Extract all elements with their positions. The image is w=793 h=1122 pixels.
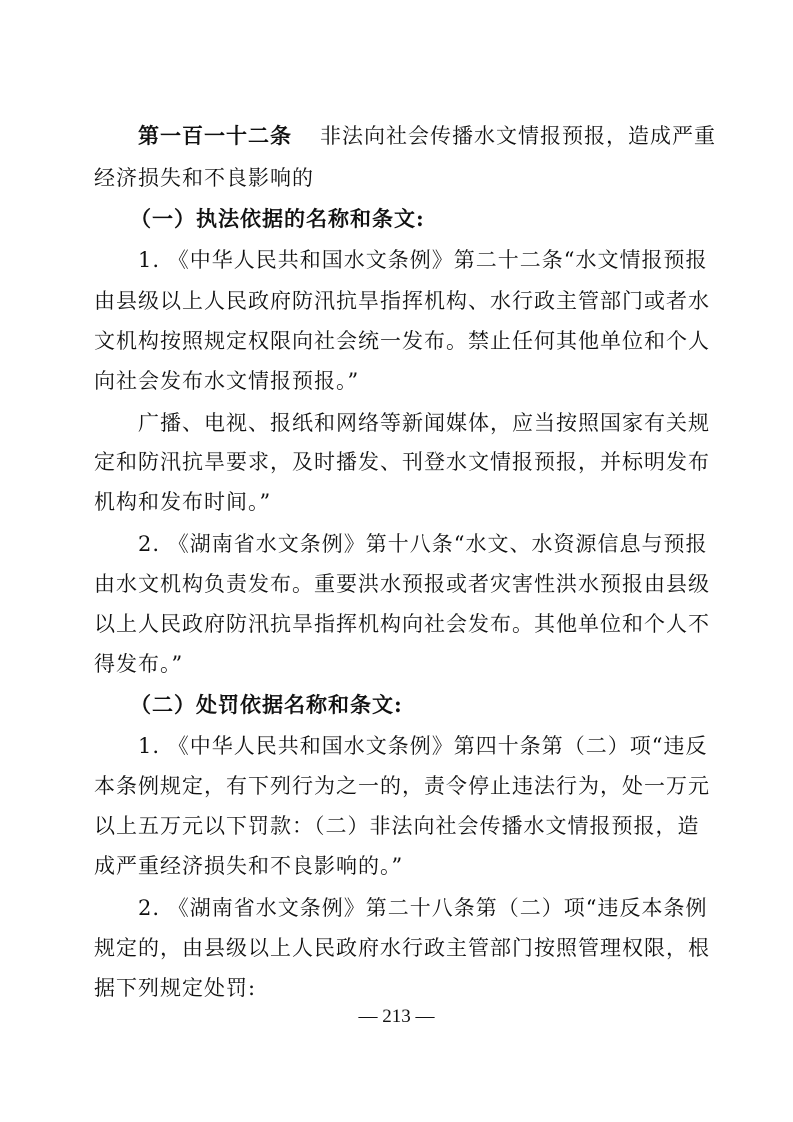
paragraph-line: 文机构按照规定权限向社会统一发布。禁止任何其他单位和个人 bbox=[94, 329, 710, 353]
page-number: — 213 — bbox=[358, 1006, 435, 1027]
paragraph-line: 由县级以上人民政府防汛抗旱指挥机构、水行政主管部门或者水 bbox=[94, 289, 710, 313]
section-heading-legal-basis: （一）执法依据的名称和条文: bbox=[130, 206, 425, 231]
paragraph-line: 机构和发布时间。” bbox=[94, 490, 272, 514]
paragraph-line: 1. 《中华人民共和国水文条例》第二十二条“水文情报预报 bbox=[138, 248, 708, 272]
paragraph-line: 以上人民政府防汛抗旱指挥机构向社会发布。其他单位和个人不 bbox=[94, 612, 710, 636]
paragraph-line: 得发布。” bbox=[94, 652, 184, 676]
paragraph-line: 向社会发布水文情报预报。” bbox=[94, 369, 360, 393]
paragraph-line: 成严重经济损失和不良影响的。” bbox=[94, 854, 404, 878]
section-heading-penalty-basis: （二）处罚依据名称和条文: bbox=[130, 692, 403, 717]
paragraph-line: 据下列规定处罚: bbox=[94, 976, 257, 1000]
paragraph-line: 1. 《中华人民共和国水文条例》第四十条第（二）项“违反 bbox=[138, 734, 708, 758]
article-number: 第一百一十二条 bbox=[138, 123, 292, 148]
paragraph-line: 定和防汛抗旱要求，及时播发、刊登水文情报预报，并标明发布 bbox=[94, 450, 710, 474]
article-title-continued: 经济损失和不良影响的 bbox=[94, 166, 314, 190]
paragraph-line: 由水文机构负责发布。重要洪水预报或者灾害性洪水预报由县级 bbox=[94, 572, 710, 596]
paragraph-line: 以上五万元以下罚款：（二）非法向社会传播水文情报预报，造 bbox=[94, 814, 700, 838]
article-title-line bbox=[138, 122, 716, 150]
paragraph-line: 2. 《湖南省水文条例》第二十八条第（二）项“违反本条例 bbox=[138, 896, 708, 920]
paragraph-line: 规定的，由县级以上人民政府水行政主管部门按照管理权限，根 bbox=[94, 936, 710, 960]
paragraph-line: 本条例规定，有下列行为之一的，责令停止违法行为，处一万元 bbox=[94, 774, 710, 798]
paragraph-line: 广播、电视、报纸和网络等新闻媒体，应当按照国家有关规 bbox=[138, 411, 710, 435]
article-title: 非法向社会传播水文情报预报，造成严重 bbox=[320, 124, 716, 148]
paragraph-line: 2. 《湖南省水文条例》第十八条“水文、水资源信息与预报 bbox=[138, 532, 708, 556]
